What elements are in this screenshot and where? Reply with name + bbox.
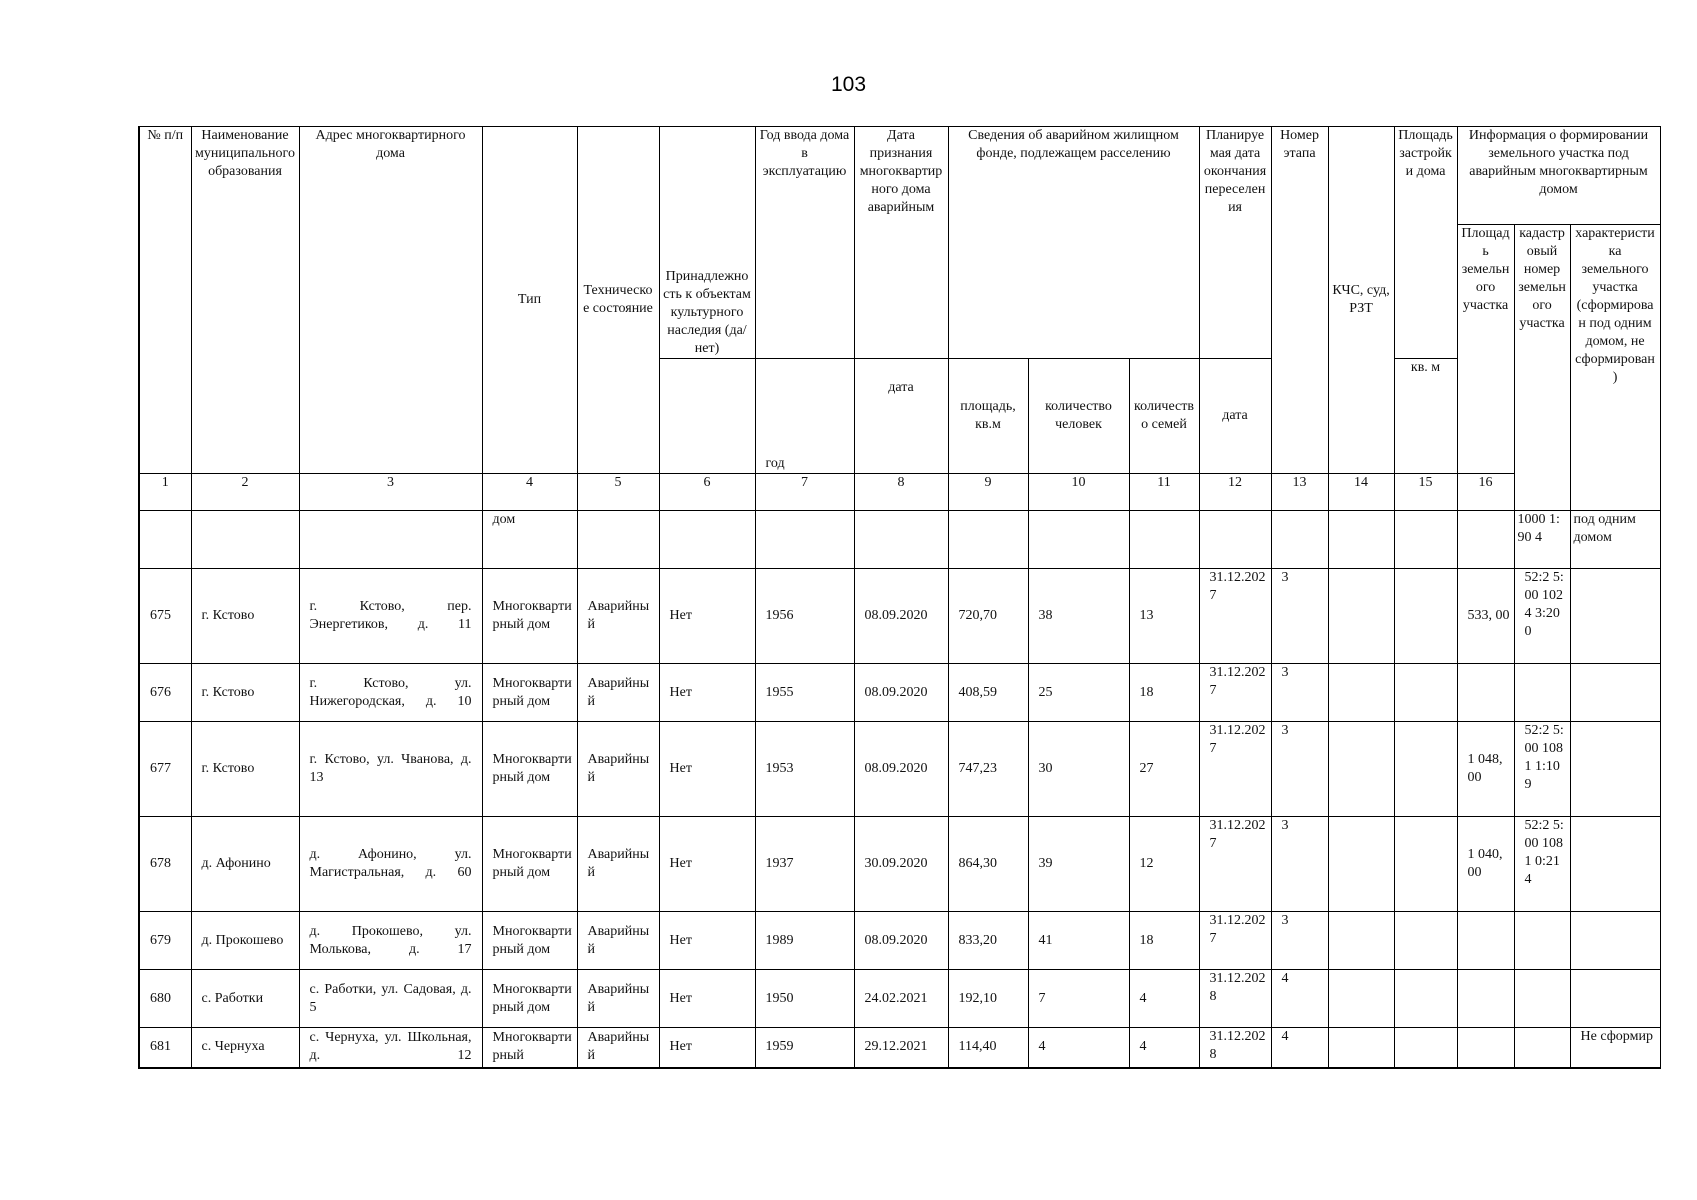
row-kchs [1328,970,1394,1028]
row-stage: 3 [1271,912,1328,970]
column-number: 15 [1394,474,1457,511]
row-address: д. Афонино, ул. Магистральная, д. 60 [299,817,482,912]
row-number: 677 [139,722,191,817]
row-planned-date: 31.12.2028 [1199,970,1271,1028]
row-year: 1953 [755,722,854,817]
row-families: 27 [1129,722,1199,817]
row-families: 4 [1129,1028,1199,1068]
row-land-area [1457,970,1514,1028]
row-planned-date: 31.12.2027 [1199,817,1271,912]
header-people: количество человек [1028,359,1129,474]
row-municipality: с. Чернуха [191,1028,299,1068]
row-planned-date: 31.12.2027 [1199,912,1271,970]
row-kchs [1328,1028,1394,1068]
row-cadastral: 52:2 5:00 1024 3:20 0 [1514,569,1570,664]
row-heritage: Нет [659,569,755,664]
table-row [139,1028,1660,1068]
header-cadastral: кадастровый номер земельного участка [1514,225,1570,511]
row-number: 675 [139,569,191,664]
row-planned-date: 31.12.2027 [1199,722,1271,817]
row-area: 192,10 [948,970,1028,1028]
row-address: г. Кстово, ул. Нижегородская, д. 10 [299,664,482,722]
row-type: Многоквартирный дом [482,970,577,1028]
continuation-type: дом [482,511,577,569]
row-area: 747,23 [948,722,1028,817]
header-condition: Техническое состояние [577,127,659,474]
column-number-row [139,474,1660,511]
header-stage: Номер этапа [1271,127,1328,474]
continuation-characteristic: под одним домом [1570,511,1660,569]
column-number: 9 [948,474,1028,511]
row-condition: Аварийный [577,912,659,970]
row-condition: Аварийный [577,1028,659,1068]
row-land-area: 1 040, 00 [1457,817,1514,912]
row-stage: 4 [1271,1028,1328,1068]
row-year: 1955 [755,664,854,722]
row-build-area [1394,817,1457,912]
row-recognition-date: 08.09.2020 [854,569,948,664]
row-heritage: Нет [659,722,755,817]
header-date-unit: дата [854,359,948,474]
header-year-unit: год [755,359,854,474]
row-cadastral [1514,912,1570,970]
row-families: 18 [1129,664,1199,722]
row-planned-date: 31.12.2027 [1199,664,1271,722]
row-kchs [1328,817,1394,912]
row-cadastral [1514,1028,1570,1068]
row-people: 25 [1028,664,1129,722]
header-type: Тип [482,127,577,474]
row-recognition-date: 08.09.2020 [854,664,948,722]
row-area: 720,70 [948,569,1028,664]
row-municipality: г. Кстово [191,569,299,664]
row-people: 7 [1028,970,1129,1028]
row-kchs [1328,569,1394,664]
row-build-area [1394,912,1457,970]
row-recognition-date: 29.12.2021 [854,1028,948,1068]
row-build-area [1394,970,1457,1028]
row-type: Многоквартирный [482,1028,577,1068]
row-address: д. Прокошево, ул. Молькова, д. 17 [299,912,482,970]
row-municipality: с. Работки [191,970,299,1028]
row-municipality: д. Афонино [191,817,299,912]
column-number: 4 [482,474,577,511]
row-people: 30 [1028,722,1129,817]
emergency-housing-table [138,126,1661,1069]
continuation-cadastral: 1000 1:90 4 [1514,511,1570,569]
row-cadastral [1514,970,1570,1028]
table-row [139,569,1660,664]
row-type: Многоквартирный дом [482,569,577,664]
row-municipality: г. Кстово [191,664,299,722]
header-address: Адрес многоквартирного дома [299,127,482,474]
header-land-area: Площадь земельного участка [1457,225,1514,474]
row-families: 4 [1129,970,1199,1028]
row-land-area [1457,664,1514,722]
header-heritage-blank [659,359,755,474]
header-planned-unit: дата [1199,359,1271,474]
row-recognition-date: 08.09.2020 [854,912,948,970]
header-housing-fund-group: Сведения об аварийном жилищном фонде, подлежащем расселению [948,127,1199,359]
header-area: площадь, кв.м [948,359,1028,474]
row-heritage: Нет [659,817,755,912]
row-characteristic [1570,569,1660,664]
row-stage: 3 [1271,664,1328,722]
header-planned-date: Планируемая дата окончания переселения [1199,127,1271,359]
row-number: 681 [139,1028,191,1068]
row-families: 18 [1129,912,1199,970]
column-number: 8 [854,474,948,511]
row-characteristic [1570,722,1660,817]
continuation-row [139,511,1660,569]
row-planned-date: 31.12.2028 [1199,1028,1271,1068]
row-year: 1950 [755,970,854,1028]
row-condition: Аварийный [577,722,659,817]
header-families: количество семей [1129,359,1199,474]
header-build-area: Площадь застройки дома [1394,127,1457,359]
row-recognition-date: 08.09.2020 [854,722,948,817]
row-people: 39 [1028,817,1129,912]
column-number: 5 [577,474,659,511]
column-number: 10 [1028,474,1129,511]
header-row-top [139,127,1660,225]
table-row [139,664,1660,722]
row-year: 1959 [755,1028,854,1068]
row-area: 833,20 [948,912,1028,970]
column-number: 11 [1129,474,1199,511]
header-characteristic: характеристика земельного участка (сформирован под одним домом, не сформирован) [1570,225,1660,511]
row-stage: 3 [1271,722,1328,817]
row-land-area: 1 048, 00 [1457,722,1514,817]
column-number: 16 [1457,474,1514,511]
row-build-area [1394,1028,1457,1068]
column-number: 3 [299,474,482,511]
table-row [139,970,1660,1028]
column-number: 1 [139,474,191,511]
row-type: Многоквартирный дом [482,912,577,970]
page-number: 103 [830,73,867,96]
column-number: 6 [659,474,755,511]
row-people: 4 [1028,1028,1129,1068]
row-number: 680 [139,970,191,1028]
row-stage: 3 [1271,817,1328,912]
row-type: Многоквартирный дом [482,664,577,722]
row-type: Многоквартирный дом [482,722,577,817]
row-heritage: Нет [659,912,755,970]
header-land-plot-group: Информация о формировании земельного участка под аварийным многоквартирным домом [1457,127,1660,225]
row-number: 678 [139,817,191,912]
row-condition: Аварийный [577,664,659,722]
row-characteristic [1570,664,1660,722]
row-address: с. Работки, ул. Садовая, д. 5 [299,970,482,1028]
row-stage: 3 [1271,569,1328,664]
row-area: 114,40 [948,1028,1028,1068]
row-kchs [1328,664,1394,722]
header-no: № п/п [139,127,191,474]
row-families: 13 [1129,569,1199,664]
row-address: г. Кстово, пер. Энергетиков, д. 11 [299,569,482,664]
row-families: 12 [1129,817,1199,912]
row-kchs [1328,912,1394,970]
row-address: с. Чернуха, ул. Школьная, д. 12 [299,1028,482,1068]
column-number: 14 [1328,474,1394,511]
row-heritage: Нет [659,664,755,722]
header-kchs: КЧС, суд, РЗТ [1328,127,1394,474]
header-recognition-date: Дата признания многоквартирного дома аварийным [854,127,948,359]
row-people: 38 [1028,569,1129,664]
table-row [139,912,1660,970]
row-stage: 4 [1271,970,1328,1028]
column-number: 7 [755,474,854,511]
header-heritage: Принадлежность к объектам культурного наследия (да/нет) [659,127,755,359]
row-address: г. Кстово, ул. Чванова, д. 13 [299,722,482,817]
row-year: 1989 [755,912,854,970]
column-number: 13 [1271,474,1328,511]
row-type: Многоквартирный дом [482,817,577,912]
row-characteristic [1570,817,1660,912]
header-build-area-unit: кв. м [1394,359,1457,474]
row-build-area [1394,569,1457,664]
row-number: 676 [139,664,191,722]
row-recognition-date: 30.09.2020 [854,817,948,912]
row-cadastral: 52:2 5:00 1081 0:21 4 [1514,817,1570,912]
row-area: 864,30 [948,817,1028,912]
row-land-area [1457,912,1514,970]
row-municipality: г. Кстово [191,722,299,817]
row-people: 41 [1028,912,1129,970]
row-cadastral: 52:2 5:00 1081 1:10 9 [1514,722,1570,817]
row-condition: Аварийный [577,569,659,664]
row-planned-date: 31.12.2027 [1199,569,1271,664]
row-characteristic: Не сформир [1570,1028,1660,1068]
row-condition: Аварийный [577,817,659,912]
row-build-area [1394,664,1457,722]
row-municipality: д. Прокошево [191,912,299,970]
row-kchs [1328,722,1394,817]
row-number: 679 [139,912,191,970]
row-year: 1956 [755,569,854,664]
column-number: 2 [191,474,299,511]
table-row [139,817,1660,912]
row-cadastral [1514,664,1570,722]
row-characteristic [1570,970,1660,1028]
row-heritage: Нет [659,970,755,1028]
row-land-area [1457,1028,1514,1068]
table-row [139,722,1660,817]
header-municipality: Наименование муниципального образования [191,127,299,474]
row-condition: Аварийный [577,970,659,1028]
row-characteristic [1570,912,1660,970]
row-area: 408,59 [948,664,1028,722]
row-year: 1937 [755,817,854,912]
header-year: Год ввода дома в эксплуатацию [755,127,854,359]
row-heritage: Нет [659,1028,755,1068]
row-land-area: 533, 00 [1457,569,1514,664]
row-build-area [1394,722,1457,817]
row-recognition-date: 24.02.2021 [854,970,948,1028]
column-number: 12 [1199,474,1271,511]
